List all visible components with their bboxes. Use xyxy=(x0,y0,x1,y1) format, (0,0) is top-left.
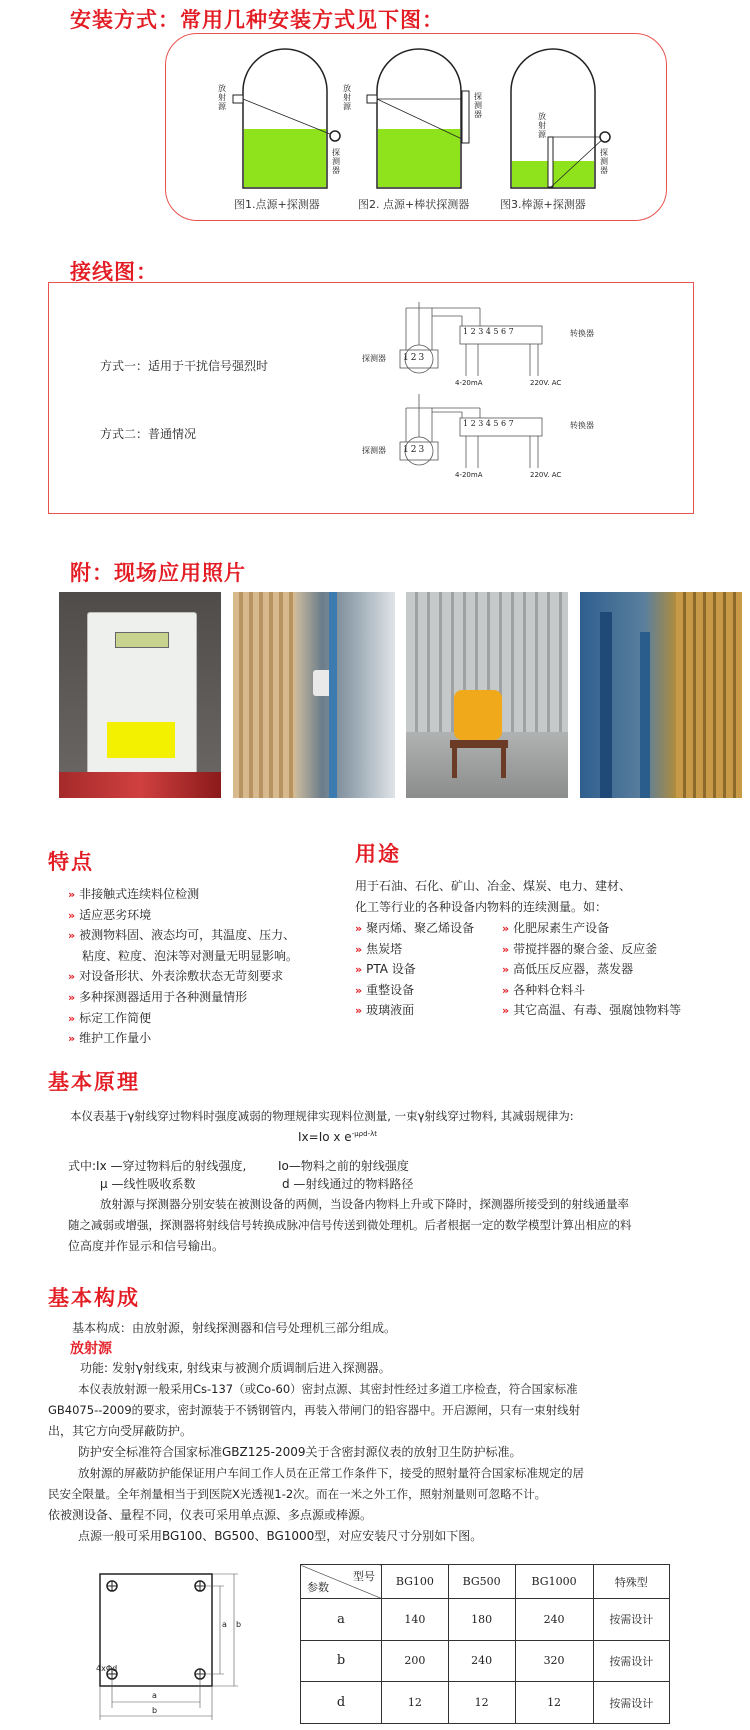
uses-left-list xyxy=(355,918,474,1021)
wiring-output-1: 4-20mA xyxy=(455,379,483,387)
wiring-detector-label-1: 探测器 xyxy=(362,354,386,363)
wiring-title: 接线图： xyxy=(70,260,158,284)
wiring-power-2: 220V. AC xyxy=(530,471,562,479)
feature-item: » 维护工作量小 xyxy=(68,1031,152,1046)
use-item: » 重整设备 xyxy=(355,982,415,997)
principle-def2a: μ —线性吸收系数 xyxy=(100,1177,196,1191)
features-title: 特点 xyxy=(48,850,94,874)
tank-2 xyxy=(367,49,469,188)
principle-p2c: 位高度并作显示和信号输出。 xyxy=(68,1239,225,1253)
dim-a-side: a xyxy=(222,1620,227,1629)
principle-def1b: Io—物料之前的射线强度 xyxy=(278,1159,409,1173)
label-source-3: 放射源 xyxy=(538,112,546,139)
photos-title: 附：现场应用照片 xyxy=(70,561,246,585)
table-row: b 200 240 320 按需设计 xyxy=(301,1640,670,1682)
use-item: » 聚丙烯、聚乙烯设备 xyxy=(355,921,475,935)
feature-item: » 标定工作简便 xyxy=(68,1010,152,1025)
converter-terminals-1: 1234567 xyxy=(463,327,517,336)
label-detector-2: 探测器 xyxy=(474,92,482,119)
photo-point-source xyxy=(406,592,568,798)
photo-plant-structure xyxy=(580,592,742,798)
principle-def1a: 式中:Ix —穿过物料后的射线强度, xyxy=(68,1159,247,1173)
composition-line: 本仪表放射源一般采用Cs-137（或Co-60）密封点源、其密封性经过多道工序检查，符合国家标准 xyxy=(78,1382,578,1396)
label-source-2: 放射源 xyxy=(343,84,351,111)
tank-1 xyxy=(233,49,340,188)
hole-label: 4xΦd xyxy=(96,1664,118,1673)
table-col-header: 特殊型 xyxy=(593,1565,669,1599)
uses-title: 用途 xyxy=(355,842,401,866)
fig1-caption: 图1.点源+探测器 xyxy=(234,198,320,211)
principle-formula: Ix=Io x $e^{-\mu\rho d-\lambda t}$ xyxy=(298,1130,377,1144)
feature-item: » 被测物料固、液态均可，其温度、压力、 xyxy=(68,928,296,943)
principle-p2b: 随之减弱或增强，探测器将射线信号转换成脉冲信号传送到微处理机。后者根据一定的数学模型计算出相应的料 xyxy=(68,1218,632,1232)
dim-a-bottom: a xyxy=(152,1691,157,1700)
table-col-header: BG500 xyxy=(448,1565,515,1599)
features-list xyxy=(68,884,298,1049)
photo-instrument-box xyxy=(59,592,221,798)
dim-b-bottom: b xyxy=(152,1706,158,1715)
tank-3 xyxy=(511,49,610,188)
use-item: » 玻璃液面 xyxy=(355,1003,415,1018)
composition-line: 功能: 发射γ射线束, 射线束与被测介质调制后进入探测器。 xyxy=(80,1361,391,1375)
principle-p1: 本仪表基于γ射线穿过物料时强度减弱的物理规律实现料位测量, 一束γ射线穿过物料, 其减弱规律为: xyxy=(70,1109,574,1123)
dim-b-side: b xyxy=(236,1620,242,1629)
photo-silo-walkway xyxy=(233,592,395,798)
uses-intro-2: 化工等行业的各种设备内物料的连续测量。如： xyxy=(355,900,608,914)
feature-item: » 适应恶劣环境 xyxy=(68,907,152,922)
uses-right-list xyxy=(502,918,681,1021)
table-col-header: BG100 xyxy=(382,1565,449,1599)
use-item: » PTA 设备 xyxy=(355,962,416,977)
principle-def2b: d —射线通过的物料路径 xyxy=(282,1177,414,1191)
principle-p2a: 放射源与探测器分别安装在被测设备的两侧，当设备内物料上升或下降时，探测器所接受到的射线通量率 xyxy=(100,1197,629,1211)
use-item: » 其它高温、有毒、强腐蚀物料等 xyxy=(502,1003,682,1018)
label-source-1: 放射源 xyxy=(218,84,226,111)
use-item: » 带搅拌器的聚合釜、反应釜 xyxy=(502,941,658,956)
table-corner: 型号 参数 xyxy=(301,1565,382,1599)
wiring-detector-label-2: 探测器 xyxy=(362,446,386,455)
detector-terminals-2: 123 xyxy=(403,445,427,455)
uses-intro-1: 用于石油、石化、矿山、冶金、煤炭、电力、建材、 xyxy=(355,879,632,893)
composition-line: 民安全限量。全年剂量相当于到医院X光透视1-2次。而在一米之外工作，照射剂量则可忽略不计。 xyxy=(48,1487,547,1501)
composition-title: 基本构成 xyxy=(48,1286,140,1310)
principle-title: 基本原理 xyxy=(48,1070,140,1094)
mounting-drawing xyxy=(86,1568,256,1723)
table-row: a 140 180 240 按需设计 xyxy=(301,1599,670,1641)
composition-line: 依被测设备、量程不同，仪表可采用单点源、多点源或棒源。 xyxy=(48,1508,373,1522)
feature-item: » 对设备形状、外表涂敷状态无苛刻要求 xyxy=(68,969,284,984)
fig2-caption: 图2. 点源+棒状探测器 xyxy=(358,198,470,211)
label-detector-1: 探测器 xyxy=(332,148,340,175)
label-detector-3: 探测器 xyxy=(600,148,608,175)
composition-line: GB4075--2009的要求，密封源装于不锈钢管内，再装入带闸门的铅容器中。开启源闸，只有一束射线射 xyxy=(48,1403,581,1417)
wiring-power-1: 220V. AC xyxy=(530,379,562,387)
fig3-caption: 图3.棒源+探测器 xyxy=(500,198,586,211)
wiring-mode-1: 方式一：适用于干扰信号强烈时 xyxy=(100,359,269,373)
table-col-header: BG1000 xyxy=(515,1565,593,1599)
composition-intro: 基本构成：由放射源，射线探测器和信号处理机三部分组成。 xyxy=(72,1321,397,1335)
composition-line: 放射源的屏蔽防护能保证用户车间工作人员在正常工作条件下，接受的照射量符合国家标准规定的居 xyxy=(78,1466,584,1480)
composition-subtitle: 放射源 xyxy=(70,1341,112,1357)
use-item: » 焦炭塔 xyxy=(355,941,403,956)
feature-item: » 非接触式连续料位检测 xyxy=(68,887,200,901)
install-diagrams xyxy=(165,33,665,223)
use-item: » 各种料仓料斗 xyxy=(502,982,586,997)
composition-line: 出，其它方向受屏蔽防护。 xyxy=(48,1424,193,1438)
wiring-converter-label-1: 转换器 xyxy=(570,329,594,338)
detector-terminals-1: 123 xyxy=(403,353,427,363)
install-title: 安装方式：常用几种安装方式见下图： xyxy=(70,8,444,32)
feature-item: » 多种探测器适用于各种测量情形 xyxy=(68,989,248,1004)
composition-line: 点源一般可采用BG100、BG500、BG1000型，对应安装尺寸分别如下图。 xyxy=(78,1529,483,1543)
converter-terminals-2: 1234567 xyxy=(463,419,517,428)
wiring-output-2: 4-20mA xyxy=(455,471,483,479)
use-item: » 化肥尿素生产设备 xyxy=(502,921,610,935)
table-row: d 12 12 12 按需设计 xyxy=(301,1682,670,1724)
use-item: » 高低压反应器，蒸发器 xyxy=(502,962,634,977)
composition-line: 防护安全标准符合国家标准GBZ125-2009关于含密封源仪表的放射卫生防护标准。 xyxy=(78,1445,522,1459)
wiring-mode-2: 方式二：普通情况 xyxy=(100,427,197,441)
feature-item-cont: 粘度、粒度、泡沫等对测量无明显影响。 xyxy=(82,948,299,963)
spec-table xyxy=(300,1564,670,1724)
wiring-converter-label-2: 转换器 xyxy=(570,421,594,430)
